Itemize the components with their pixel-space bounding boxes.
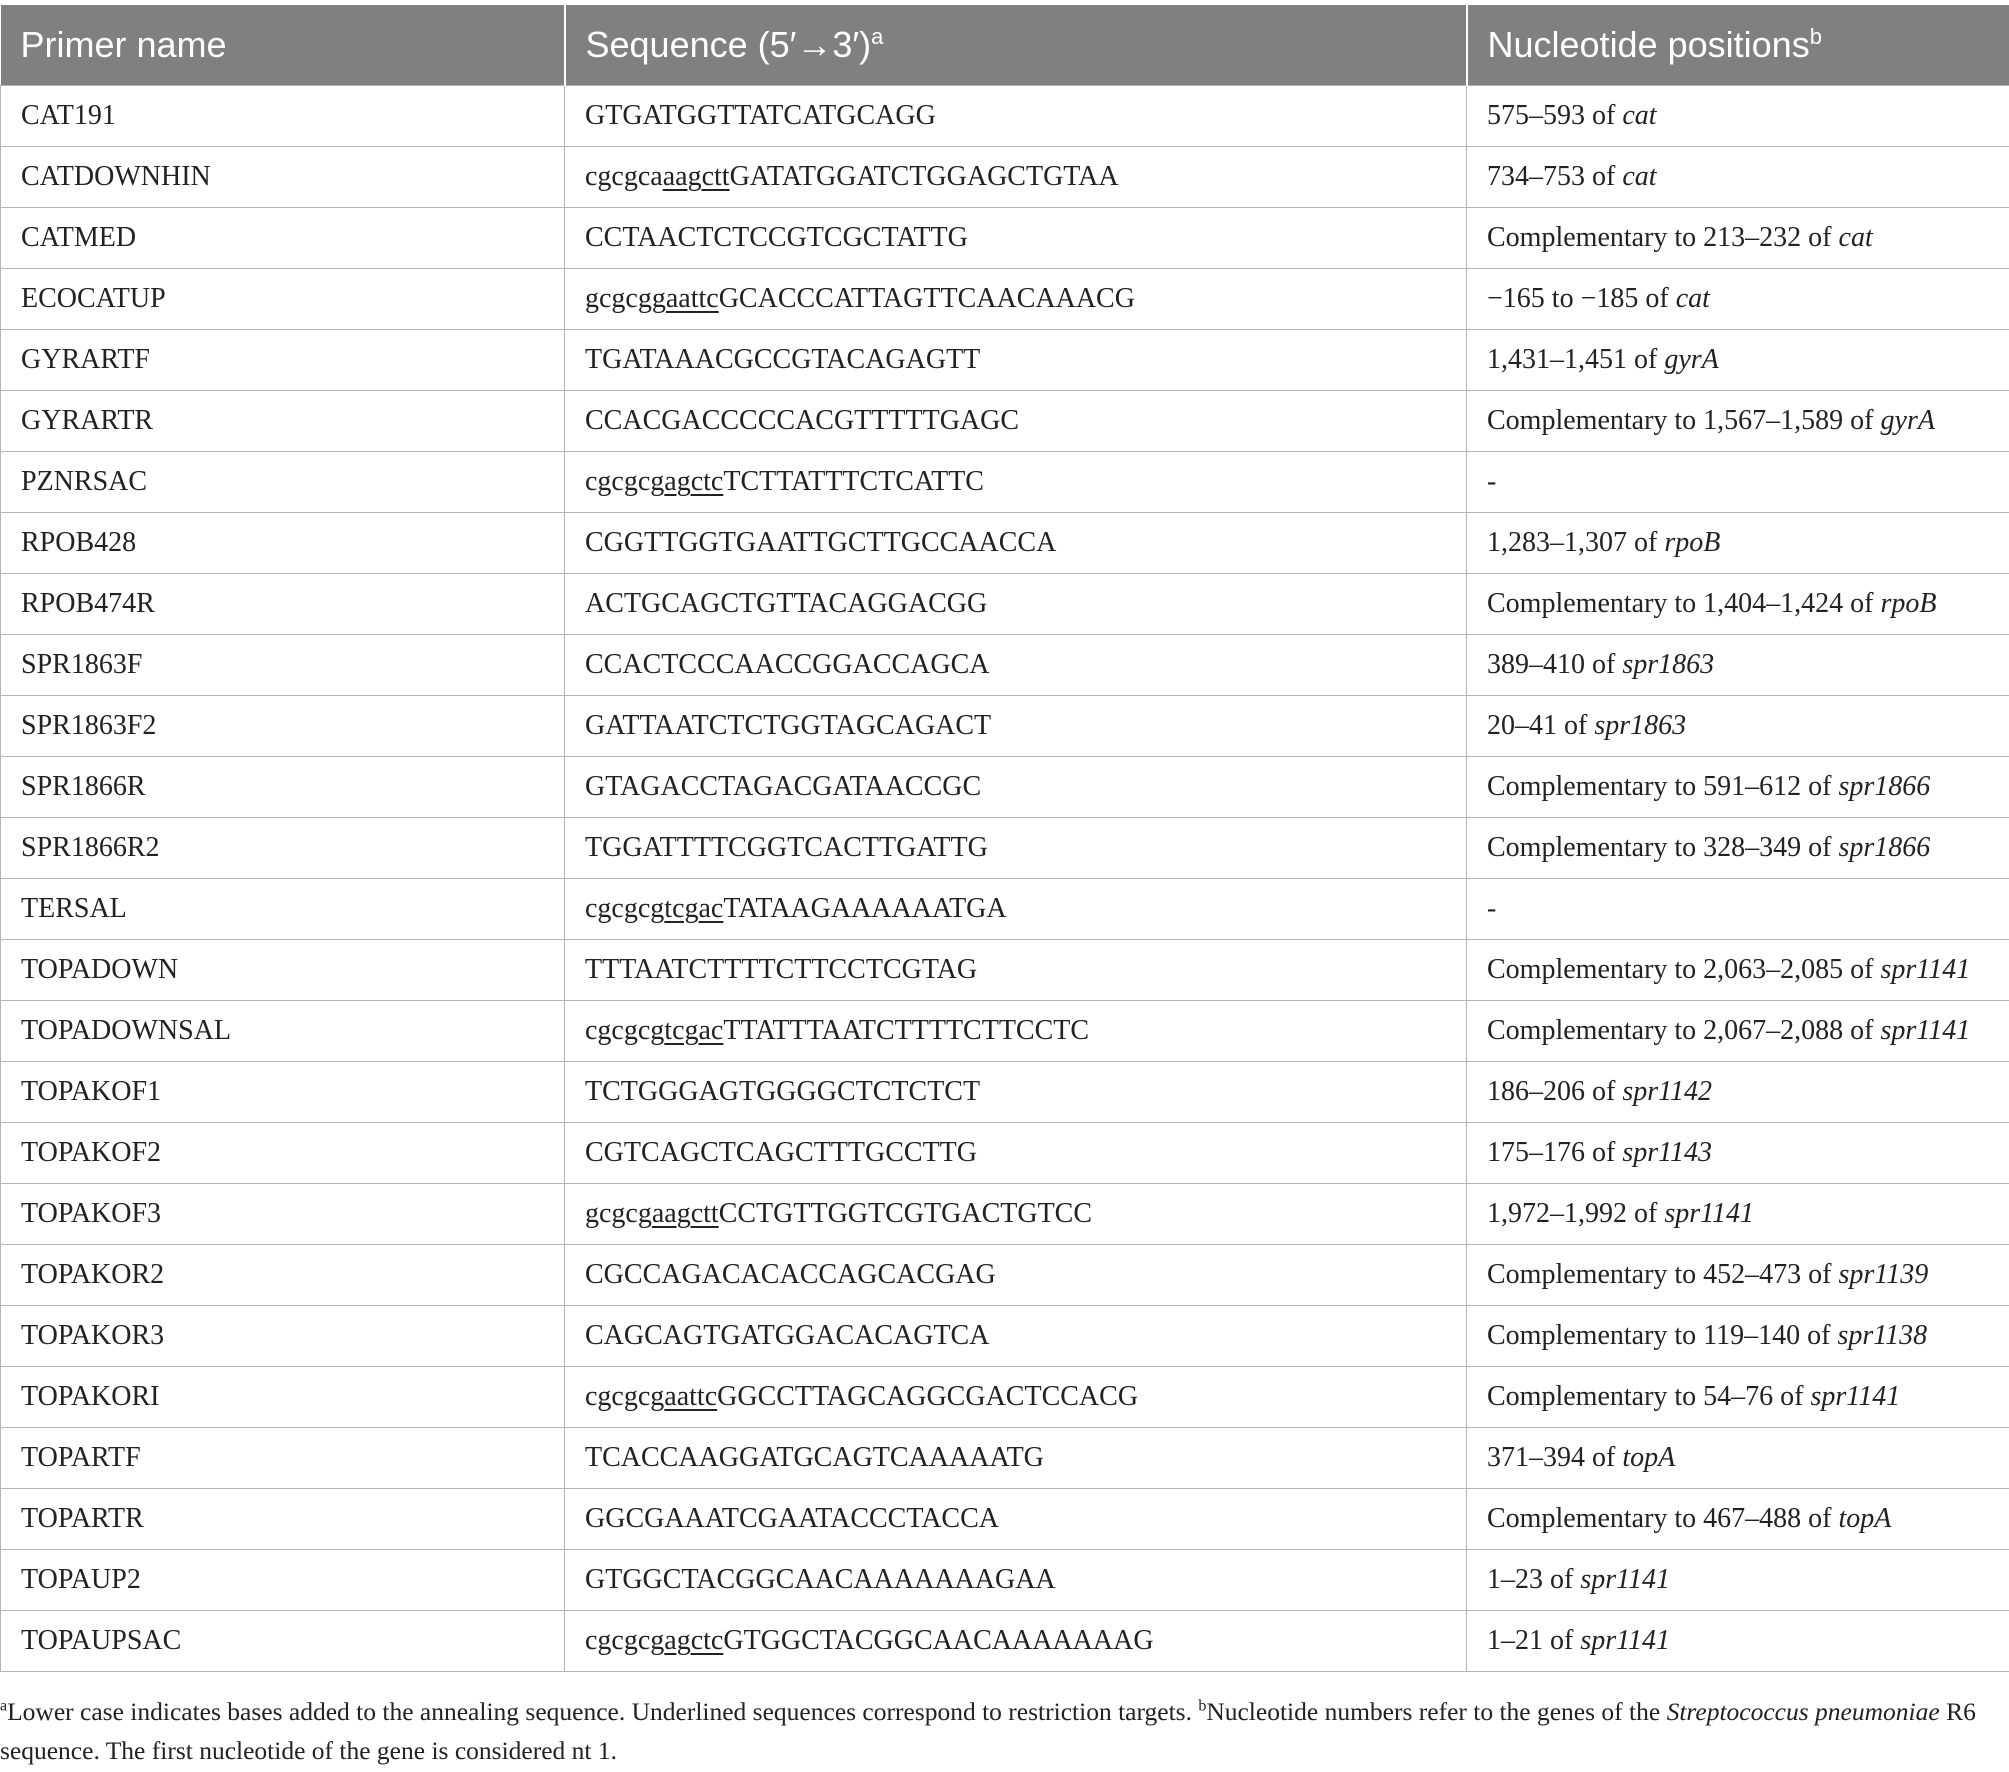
table-row	[1, 208, 2009, 269]
gene-name: spr1143	[1622, 1137, 1713, 1168]
gene-name: cat	[1838, 222, 1873, 253]
table-row	[1, 1550, 2009, 1611]
sequence-added-bases: cgcgcg	[585, 1625, 665, 1656]
sequence-restriction-site: aagctt	[651, 1198, 719, 1229]
gene-name: gyrA	[1664, 344, 1719, 375]
position-text: 1,283–1,307 of	[1487, 527, 1665, 558]
sequence-cell	[565, 1367, 1467, 1428]
position-text: Complementary to 452–473 of	[1487, 1259, 1839, 1290]
primer-name-cell: ECOCATUP	[1, 269, 565, 330]
sequence-cell	[565, 1611, 1467, 1672]
nucleotide-position-cell	[1467, 1550, 2009, 1611]
primer-name-cell: TOPAKOF2	[1, 1123, 565, 1184]
gene-name: topA	[1622, 1442, 1676, 1473]
sequence-annealing: CAGCAGTGATGGACACAGTCA	[585, 1320, 990, 1351]
sequence-annealing: CGCCAGACACACCAGCACGAG	[585, 1259, 996, 1290]
sequence-annealing: ACTGCAGCTGTTACAGGACGG	[585, 588, 988, 619]
table-row	[1, 452, 2009, 513]
sequence-annealing: CCTGTTGGTCGTGACTGTCC	[718, 1198, 1093, 1229]
position-text: 575–593 of	[1487, 100, 1623, 131]
primer-name-cell: CATDOWNHIN	[1, 147, 565, 208]
gene-name: cat	[1622, 100, 1657, 131]
table-row	[1, 1245, 2009, 1306]
sequence-annealing: GTGGCTACGGCAACAAAAAAAG	[723, 1625, 1154, 1656]
position-text: Complementary to 213–232 of	[1487, 222, 1839, 253]
primer-name-cell: SPR1863F	[1, 635, 565, 696]
primer-name-cell: PZNRSAC	[1, 452, 565, 513]
table-row	[1, 1123, 2009, 1184]
sequence-added-bases: cgcgcg	[585, 466, 665, 497]
sequence-added-bases: cgcgcg	[585, 1015, 665, 1046]
sequence-annealing: CGGTTGGTGAATTGCTTGCCAACCA	[585, 527, 1057, 558]
position-text: Complementary to 467–488 of	[1487, 1503, 1839, 1534]
gene-name: spr1141	[1810, 1381, 1901, 1412]
footnote-b-text-end: R6 sequence. The first nucleotide of the gene is considered nt 1.	[0, 1697, 1976, 1765]
primer-name-cell: TOPARTF	[1, 1428, 565, 1489]
sequence-restriction-site: tcgac	[664, 1015, 724, 1046]
primer-name-cell: RPOB428	[1, 513, 565, 574]
sequence-restriction-site: aagctt	[662, 161, 730, 192]
sequence-cell	[565, 940, 1467, 1001]
sequence-annealing: TGATAAACGCCGTACAGAGTT	[585, 344, 981, 375]
gene-name: cat	[1622, 161, 1657, 192]
sequence-cell	[565, 1306, 1467, 1367]
sequence-cell	[565, 1428, 1467, 1489]
gene-name: spr1138	[1837, 1320, 1928, 1351]
table-row	[1, 269, 2009, 330]
nucleotide-position-cell	[1467, 1001, 2009, 1062]
table-row	[1, 1306, 2009, 1367]
table-row	[1, 391, 2009, 452]
primer-name-cell: RPOB474R	[1, 574, 565, 635]
gene-name: gyrA	[1880, 405, 1935, 436]
table-row	[1, 1001, 2009, 1062]
footnote-mark: b	[1809, 24, 1822, 49]
primer-name-cell: GYRARTF	[1, 330, 565, 391]
position-text: 1–21 of	[1487, 1625, 1581, 1656]
position-text: Complementary to 119–140 of	[1487, 1320, 1838, 1351]
gene-name: spr1141	[1880, 1015, 1971, 1046]
sequence-annealing: CCACGACCCCCACGTTTTTGAGC	[585, 405, 1020, 436]
sequence-annealing: TATAAGAAAAAATGA	[723, 893, 1007, 924]
sequence-annealing: TTATTTAATCTTTTCTTCCTC	[723, 1015, 1090, 1046]
position-text: 734–753 of	[1487, 161, 1623, 192]
primer-name-cell: TOPADOWNSAL	[1, 1001, 565, 1062]
nucleotide-position-cell	[1467, 391, 2009, 452]
gene-name: spr1866	[1838, 832, 1931, 863]
nucleotide-position-cell	[1467, 269, 2009, 330]
nucleotide-position-cell	[1467, 635, 2009, 696]
position-text: 1,431–1,451 of	[1487, 344, 1665, 375]
nucleotide-position-cell	[1467, 940, 2009, 1001]
sequence-annealing: GATTAATCTCTGGTAGCAGACT	[585, 710, 992, 741]
table-row	[1, 1184, 2009, 1245]
table-row	[1, 940, 2009, 1001]
primer-name-cell: CAT191	[1, 86, 565, 147]
sequence-cell	[565, 757, 1467, 818]
nucleotide-position-cell	[1467, 574, 2009, 635]
position-text: 20–41 of	[1487, 710, 1595, 741]
sequence-cell	[565, 1062, 1467, 1123]
position-text: -	[1487, 893, 1497, 924]
sequence-annealing: TGGATTTTCGGTCACTTGATTG	[585, 832, 988, 863]
sequence-annealing: GATATGGATCTGGAGCTGTAA	[729, 161, 1119, 192]
table-row	[1, 696, 2009, 757]
primer-table	[0, 5, 2009, 1672]
primer-name-cell: TOPAKOF1	[1, 1062, 565, 1123]
sequence-cell	[565, 1489, 1467, 1550]
header-row	[1, 5, 2009, 86]
primer-name-cell: TOPAUP2	[1, 1550, 565, 1611]
sequence-annealing: TCTGGGAGTGGGGCTCTCTCT	[585, 1076, 981, 1107]
sequence-cell	[565, 818, 1467, 879]
gene-name: spr1863	[1594, 710, 1687, 741]
gene-name: spr1141	[1580, 1625, 1671, 1656]
position-text: Complementary to 591–612 of	[1487, 771, 1839, 802]
sequence-added-bases: gcgcg	[585, 1198, 652, 1229]
sequence-cell	[565, 1001, 1467, 1062]
header-text: Sequence (5′→3′)	[585, 24, 872, 65]
table-row	[1, 1062, 2009, 1123]
sequence-cell	[565, 86, 1467, 147]
nucleotide-position-cell	[1467, 1428, 2009, 1489]
nucleotide-position-cell	[1467, 818, 2009, 879]
gene-name: spr1141	[1580, 1564, 1671, 1595]
sequence-added-bases: gcgcgg	[585, 283, 666, 314]
footnote-species: Streptococcus pneumoniae	[1666, 1697, 1940, 1726]
gene-name: cat	[1675, 283, 1710, 314]
footnote-mark: a	[871, 24, 884, 49]
sequence-cell	[565, 696, 1467, 757]
table-row	[1, 86, 2009, 147]
sequence-cell	[565, 452, 1467, 513]
nucleotide-position-cell	[1467, 879, 2009, 940]
table-row	[1, 818, 2009, 879]
primer-name-cell: GYRARTR	[1, 391, 565, 452]
sequence-annealing: CGTCAGCTCAGCTTTGCCTTG	[585, 1137, 977, 1168]
sequence-cell	[565, 147, 1467, 208]
table-row	[1, 1367, 2009, 1428]
table-footnote	[0, 1692, 1990, 1770]
sequence-added-bases: cgcgca	[585, 161, 663, 192]
nucleotide-position-cell	[1467, 1062, 2009, 1123]
nucleotide-position-cell	[1467, 513, 2009, 574]
sequence-annealing: GGCGAAATCGAATACCCTACCA	[585, 1503, 999, 1534]
primer-name-cell: SPR1863F2	[1, 696, 565, 757]
position-text: 1,972–1,992 of	[1487, 1198, 1665, 1229]
position-text: Complementary to 54–76 of	[1487, 1381, 1811, 1412]
header-nucleotide-positions	[1467, 5, 2009, 86]
table-row	[1, 147, 2009, 208]
table-row	[1, 757, 2009, 818]
primer-name-cell: SPR1866R2	[1, 818, 565, 879]
sequence-cell	[565, 513, 1467, 574]
sequence-cell	[565, 269, 1467, 330]
position-text: 389–410 of	[1487, 649, 1623, 680]
table-header	[1, 5, 2009, 86]
footnote-mark-b: b	[1198, 1697, 1207, 1715]
gene-name: spr1863	[1622, 649, 1715, 680]
position-text: 371–394 of	[1487, 1442, 1623, 1473]
primer-name-cell: TOPADOWN	[1, 940, 565, 1001]
nucleotide-position-cell	[1467, 1123, 2009, 1184]
position-text: -	[1487, 466, 1497, 497]
table-row	[1, 1489, 2009, 1550]
nucleotide-position-cell	[1467, 86, 2009, 147]
nucleotide-position-cell	[1467, 1611, 2009, 1672]
primer-table-container	[0, 5, 2009, 1672]
primer-name-cell: TOPAKOF3	[1, 1184, 565, 1245]
primer-name-cell: SPR1866R	[1, 757, 565, 818]
header-text: Nucleotide positions	[1487, 24, 1810, 65]
nucleotide-position-cell	[1467, 452, 2009, 513]
primer-name-cell: TOPAUPSAC	[1, 1611, 565, 1672]
sequence-cell	[565, 330, 1467, 391]
nucleotide-position-cell	[1467, 1489, 2009, 1550]
sequence-annealing: GTAGACCTAGACGATAACCGC	[585, 771, 982, 802]
table-row	[1, 513, 2009, 574]
footnote-a-text: Lower case indicates bases added to the annealing sequence. Underlined sequences correspond to restriction targets.	[7, 1697, 1199, 1726]
position-text: Complementary to 2,067–2,088 of	[1487, 1015, 1881, 1046]
position-text: Complementary to 328–349 of	[1487, 832, 1839, 863]
header-primer-name	[1, 5, 565, 86]
nucleotide-position-cell	[1467, 696, 2009, 757]
sequence-cell	[565, 574, 1467, 635]
table-row	[1, 1611, 2009, 1672]
nucleotide-position-cell	[1467, 1184, 2009, 1245]
nucleotide-position-cell	[1467, 330, 2009, 391]
nucleotide-position-cell	[1467, 1245, 2009, 1306]
position-text: Complementary to 2,063–2,085 of	[1487, 954, 1881, 985]
position-text: 1–23 of	[1487, 1564, 1581, 1595]
primer-name-cell: TOPAKORI	[1, 1367, 565, 1428]
sequence-restriction-site: aattc	[664, 1381, 718, 1412]
nucleotide-position-cell	[1467, 1367, 2009, 1428]
position-text: 175–176 of	[1487, 1137, 1623, 1168]
gene-name: spr1866	[1838, 771, 1931, 802]
primer-name-cell: TERSAL	[1, 879, 565, 940]
footnote-mark-a: a	[0, 1697, 8, 1715]
sequence-annealing: GTGGCTACGGCAACAAAAAAAGAA	[585, 1564, 1056, 1595]
nucleotide-position-cell	[1467, 757, 2009, 818]
sequence-cell	[565, 879, 1467, 940]
sequence-annealing: TCTTATTTCTCATTC	[723, 466, 984, 497]
gene-name: spr1141	[1880, 954, 1971, 985]
sequence-restriction-site: tcgac	[664, 893, 724, 924]
sequence-cell	[565, 1550, 1467, 1611]
header-text: Primer name	[20, 24, 227, 65]
position-text: Complementary to 1,404–1,424 of	[1487, 588, 1881, 619]
sequence-added-bases: cgcgcg	[585, 1381, 665, 1412]
sequence-annealing: GTGATGGTTATCATGCAGG	[585, 100, 936, 131]
sequence-cell	[565, 1245, 1467, 1306]
gene-name: rpoB	[1664, 527, 1721, 558]
sequence-annealing: GCACCCATTAGTTCAACAAACG	[718, 283, 1135, 314]
primer-name-cell: CATMED	[1, 208, 565, 269]
sequence-annealing: TCACCAAGGATGCAGTCAAAAATG	[585, 1442, 1044, 1473]
gene-name: spr1139	[1838, 1259, 1929, 1290]
table-row	[1, 635, 2009, 696]
primer-name-cell: TOPAKOR3	[1, 1306, 565, 1367]
gene-name: rpoB	[1880, 588, 1937, 619]
sequence-restriction-site: aattc	[665, 283, 719, 314]
sequence-cell	[565, 635, 1467, 696]
nucleotide-position-cell	[1467, 1306, 2009, 1367]
table-row	[1, 574, 2009, 635]
sequence-cell	[565, 1184, 1467, 1245]
sequence-annealing: CCACTCCCAACCGGACCAGCA	[585, 649, 990, 680]
gene-name: topA	[1838, 1503, 1892, 1534]
sequence-cell	[565, 208, 1467, 269]
footnote-b-text: Nucleotide numbers refer to the genes of the	[1206, 1697, 1667, 1726]
table-body	[1, 86, 2009, 1672]
position-text: 186–206 of	[1487, 1076, 1623, 1107]
gene-name: spr1142	[1622, 1076, 1713, 1107]
primer-name-cell: TOPAKOR2	[1, 1245, 565, 1306]
primer-name-cell: TOPARTR	[1, 1489, 565, 1550]
header-sequence	[565, 5, 1467, 86]
table-row	[1, 330, 2009, 391]
table-row	[1, 1428, 2009, 1489]
sequence-restriction-site: agctc	[664, 1625, 724, 1656]
nucleotide-position-cell	[1467, 208, 2009, 269]
sequence-annealing: CCTAACTCTCCGTCGCTATTG	[585, 222, 968, 253]
sequence-restriction-site: agctc	[664, 466, 724, 497]
nucleotide-position-cell	[1467, 147, 2009, 208]
position-text: −165 to −185 of	[1487, 283, 1676, 314]
sequence-cell	[565, 1123, 1467, 1184]
position-text: Complementary to 1,567–1,589 of	[1487, 405, 1881, 436]
table-row	[1, 879, 2009, 940]
sequence-annealing: TTTAATCTTTTCTTCCTCGTAG	[585, 954, 978, 985]
sequence-cell	[565, 391, 1467, 452]
sequence-added-bases: cgcgcg	[585, 893, 665, 924]
gene-name: spr1141	[1664, 1198, 1755, 1229]
sequence-annealing: GGCCTTAGCAGGCGACTCCACG	[717, 1381, 1139, 1412]
